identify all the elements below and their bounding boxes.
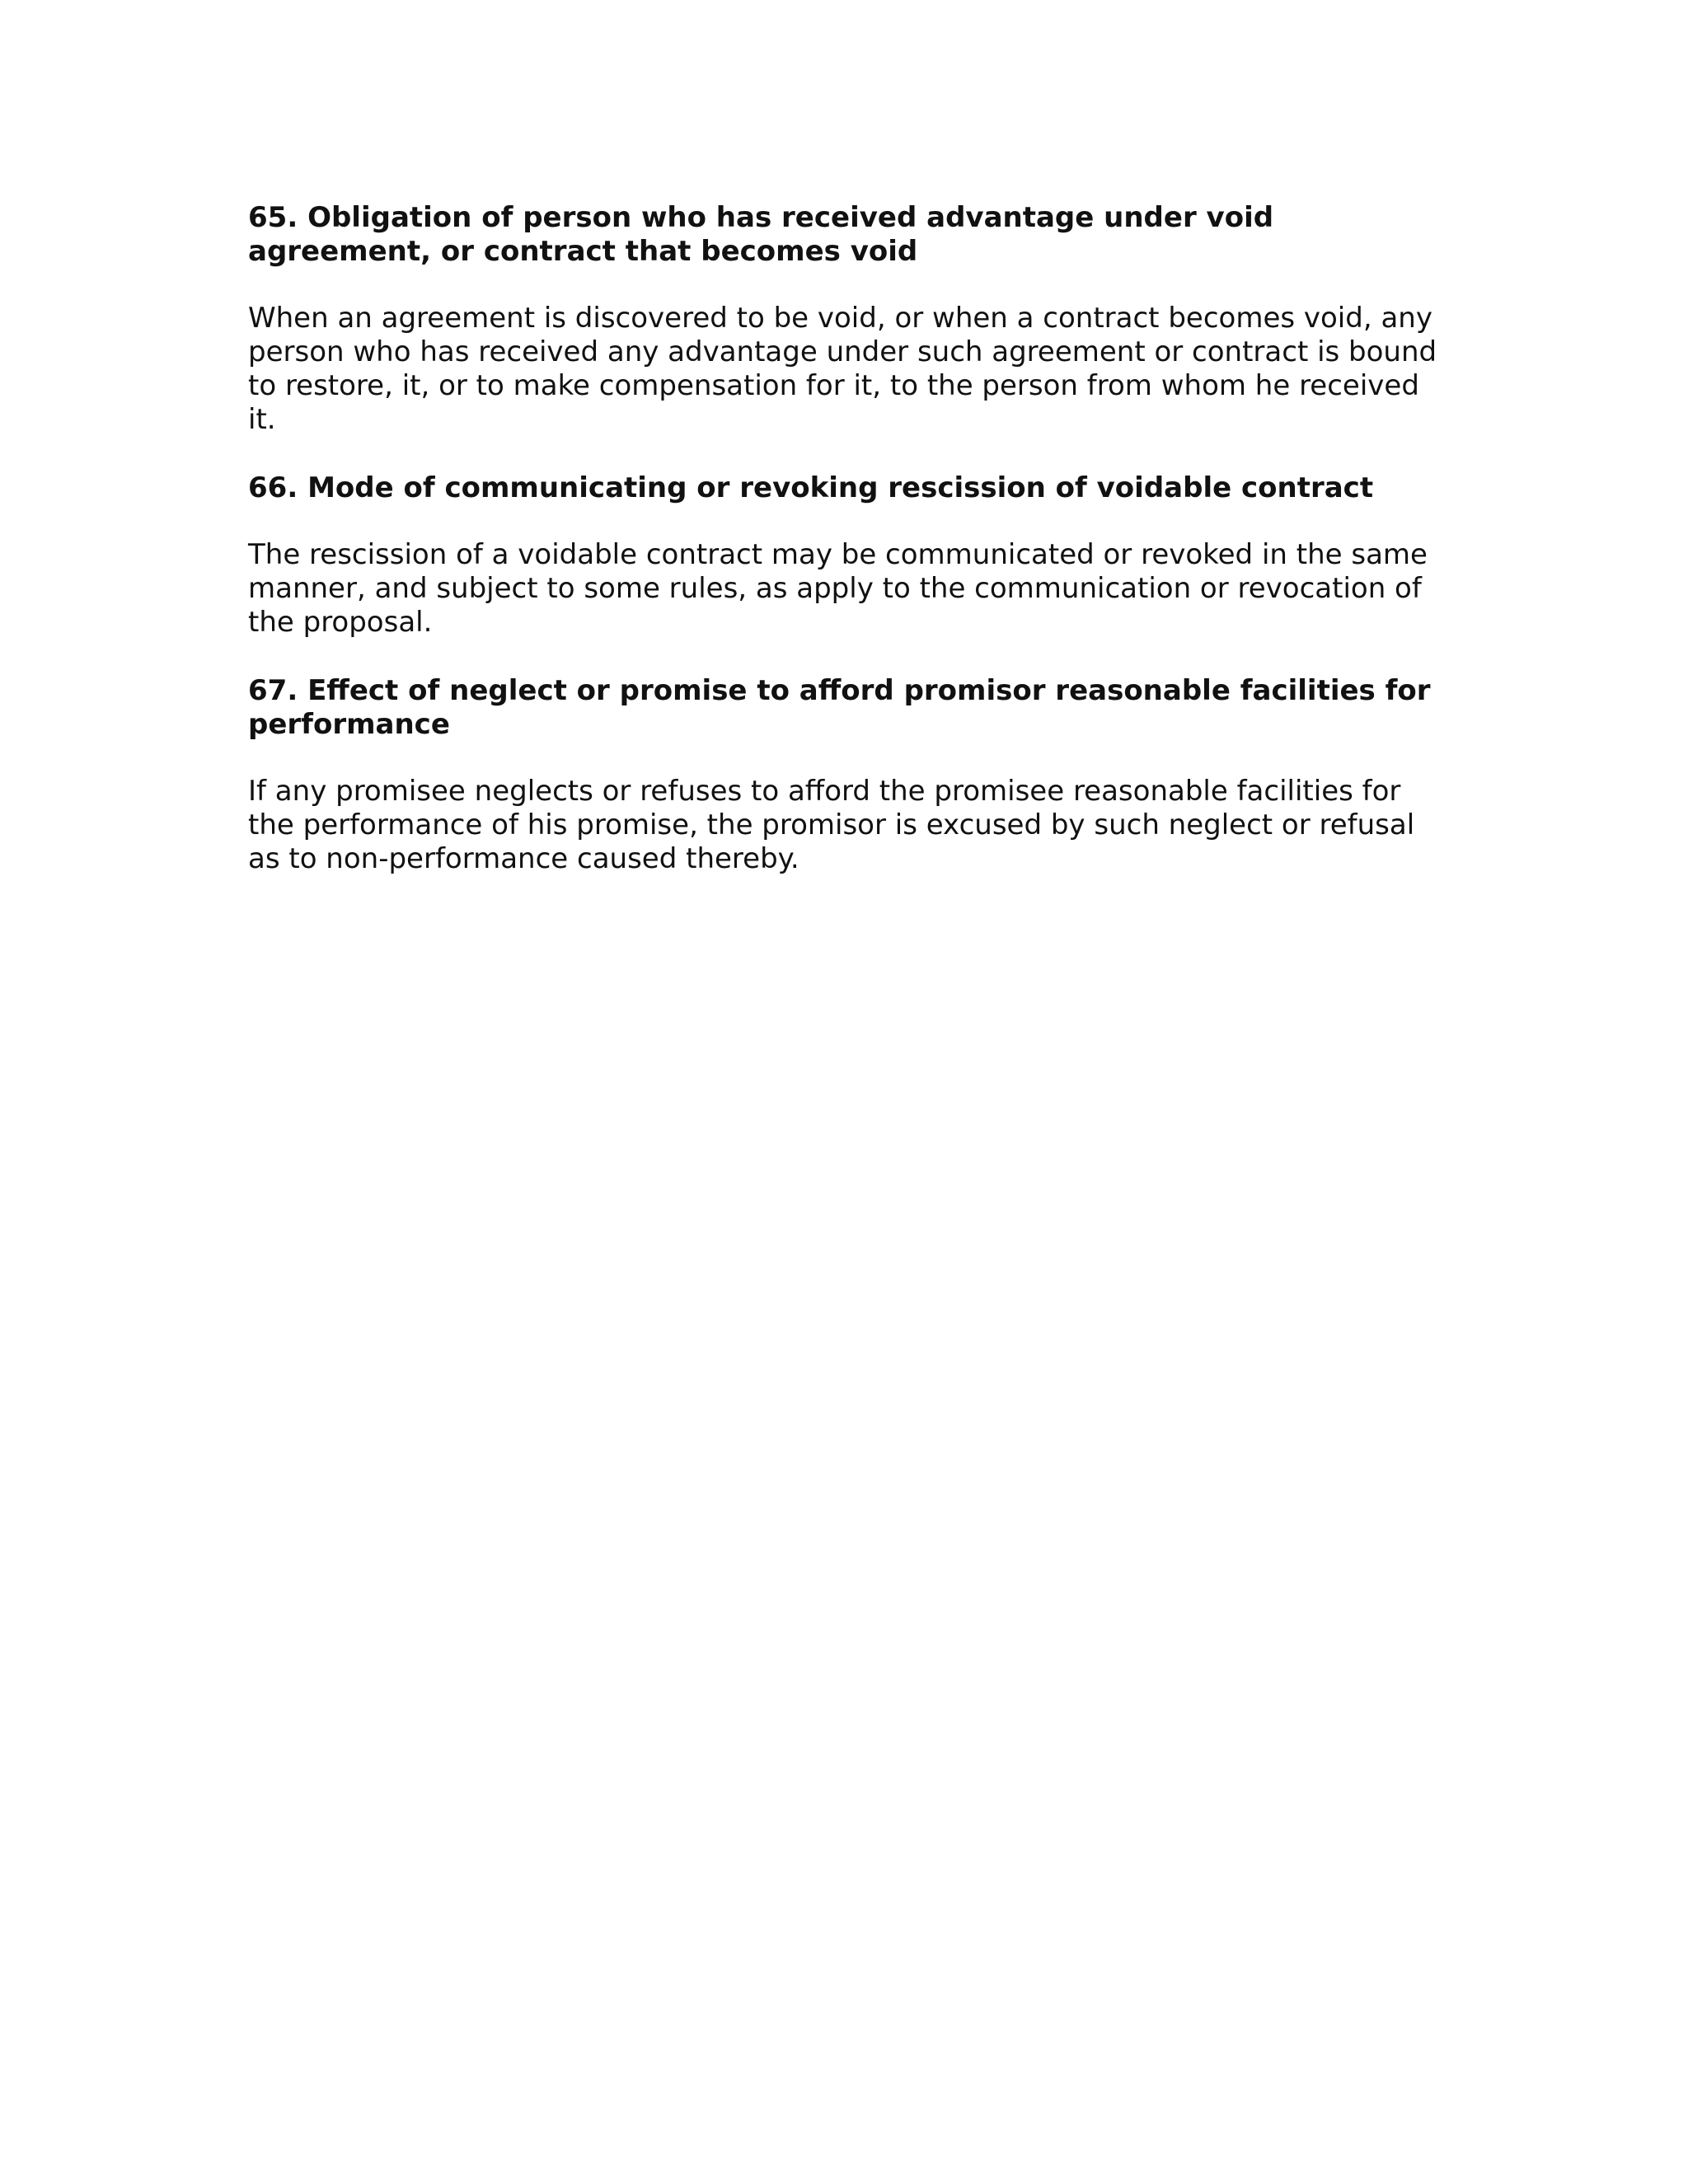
section-67-body: If any promisee neglects or refuses to afford the promisee reasonable facilities for the performance of his promise, the promisor is excused by such neglect or refusal as to non-performance caused thereby. (248, 775, 1415, 875)
section-65-title: 65. Obligation of person who has received advantage under void agreement, or contract that becomes void (248, 201, 1274, 268)
document-content (248, 201, 1443, 876)
section-66-title: 66. Mode of communicating or revoking rescission of voidable contract (248, 471, 1374, 504)
section-65-body: When an agreement is discovered to be void, or when a contract becomes void, any person who has received any advantage under such agreement or contract is bound to restore, it, or to make compensation for it, to the person from whom he received it. (248, 302, 1437, 436)
section-66 (248, 471, 1443, 640)
section-67-title: 67. Effect of neglect or promise to afford promisor reasonable facilities for performance (248, 674, 1431, 741)
section-66-body: The rescission of a voidable contract may be communicated or revoked in the same manner, and subject to some rules, as apply to the communication or revocation of the proposal. (248, 538, 1428, 639)
section-65 (248, 201, 1443, 437)
section-67 (248, 674, 1443, 876)
